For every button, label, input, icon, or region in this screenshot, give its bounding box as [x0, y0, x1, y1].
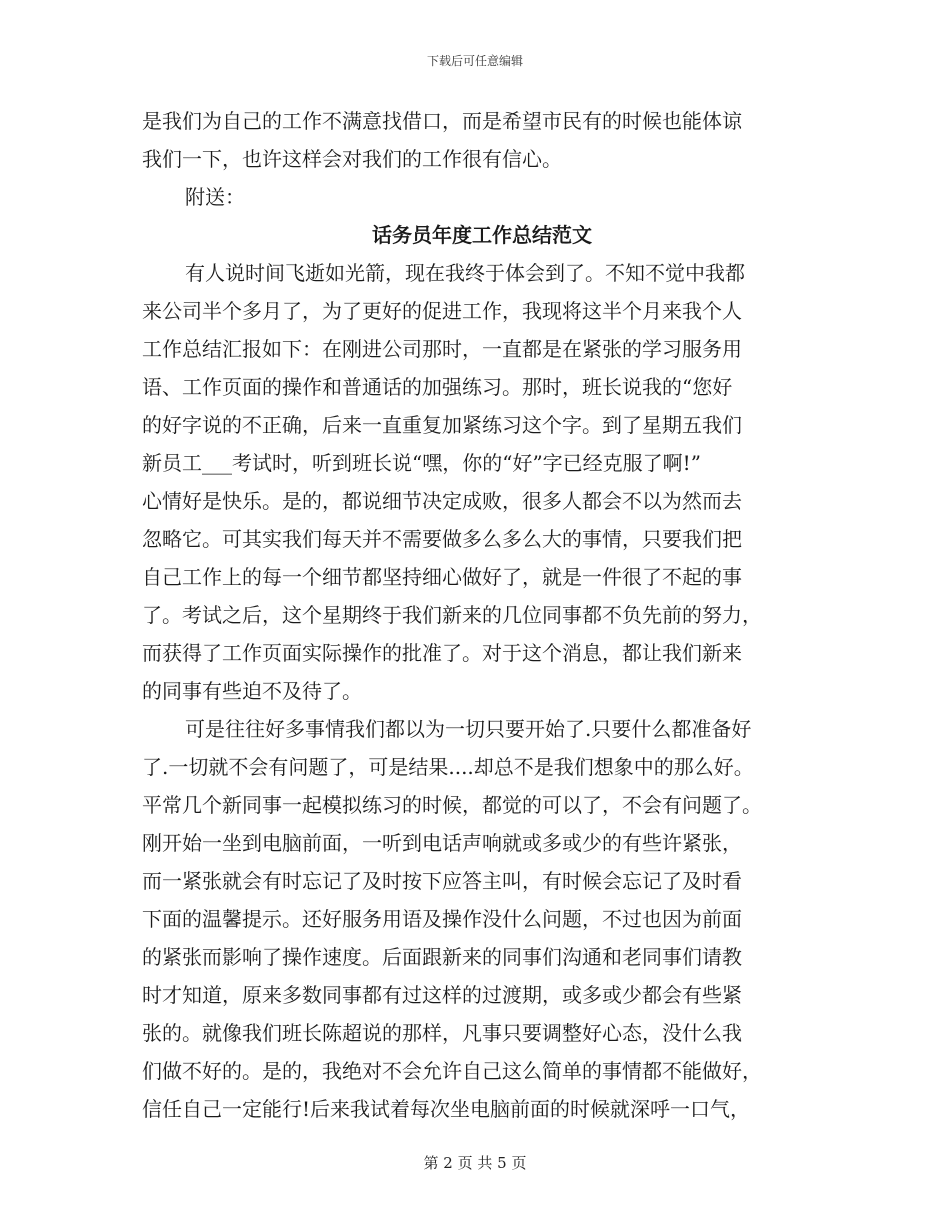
text-line: 时才知道，原来多数同事都有过这样的过渡期，或多或少都会有些紧 — [142, 983, 742, 1007]
text-line: 新员工___考试时，听到班长说“嘿，你的“好”字已经克服了啊!” — [142, 451, 701, 475]
document-body — [142, 102, 822, 1128]
text-line: 心情好是快乐。是的，都说细节决定成败，很多人都会不以为然而去 — [142, 489, 742, 513]
text-line: 来公司半个多月了，为了更好的促进工作，我现将这半个月来我个人 — [142, 299, 742, 323]
text-line: 可是往往好多事情我们都以为一切只要开始了.只要什么都准备好 — [185, 717, 752, 741]
text-line: 的紧张而影响了操作速度。后面跟新来的同事们沟通和老同事们请教 — [142, 945, 742, 969]
text-line: 信任自己一定能行!后来我试着每次坐电脑前面的时候就深呼一口气， — [142, 1097, 751, 1121]
text-line: 语、工作页面的操作和普通话的加强练习。那时，班长说我的“您好 — [142, 375, 733, 399]
text-line: 了.一切就不会有问题了，可是结果....却总不是我们想象中的那么好。 — [142, 755, 754, 779]
text-line: 张的。就像我们班长陈超说的那样，凡事只要调整好心态，没什么我 — [142, 1021, 742, 1045]
text-line: 自己工作上的每一个细节都坚持细心做好了，就是一件很了不起的事 — [142, 565, 742, 589]
section-title: 话务员年度工作总结范文 — [372, 223, 592, 247]
text-line: 是我们为自己的工作不满意找借口，而是希望市民有的时候也能体谅 — [142, 109, 742, 133]
text-line: 的好字说的不正确，后来一直重复加紧练习这个字。到了星期五我们 — [142, 413, 742, 437]
text-line: 我们一下，也许这样会对我们的工作很有信心。 — [142, 147, 562, 171]
text-line: 下面的温馨提示。还好服务用语及操作没什么问题，不过也因为前面 — [142, 907, 742, 931]
text-line: 而一紧张就会有时忘记了及时按下应答主叫，有时候会忘记了及时看 — [142, 869, 742, 893]
page-header: 下载后可任意编辑 — [426, 54, 523, 68]
text-line: 而获得了工作页面实际操作的批准了。对于这个消息，都让我们新来 — [142, 641, 742, 665]
text-line: 刚开始一坐到电脑前面，一听到电话声响就或多或少的有些许紧张， — [142, 831, 742, 855]
page-footer: 第 2 页 共 5 页 — [423, 1154, 527, 1172]
text-line: 工作总结汇报如下：在刚进公司那时，一直都是在紧张的学习服务用 — [142, 337, 742, 361]
text-line: 附送： — [185, 185, 245, 209]
text-line: 了。考试之后，这个星期终于我们新来的几位同事都不负先前的努力， — [142, 603, 762, 627]
text-line: 的同事有些迫不及待了。 — [142, 679, 362, 703]
text-line: 平常几个新同事一起模拟练习的时候，都觉的可以了，不会有问题了。 — [142, 793, 762, 817]
text-line: 们做不好的。是的，我绝对不会允许自己这么简单的事情都不能做好， — [142, 1059, 762, 1083]
text-line: 有人说时间飞逝如光箭，现在我终于体会到了。不知不觉中我都 — [185, 261, 745, 285]
text-line: 忽略它。可其实我们每天并不需要做多么多么大的事情，只要我们把 — [142, 527, 742, 551]
